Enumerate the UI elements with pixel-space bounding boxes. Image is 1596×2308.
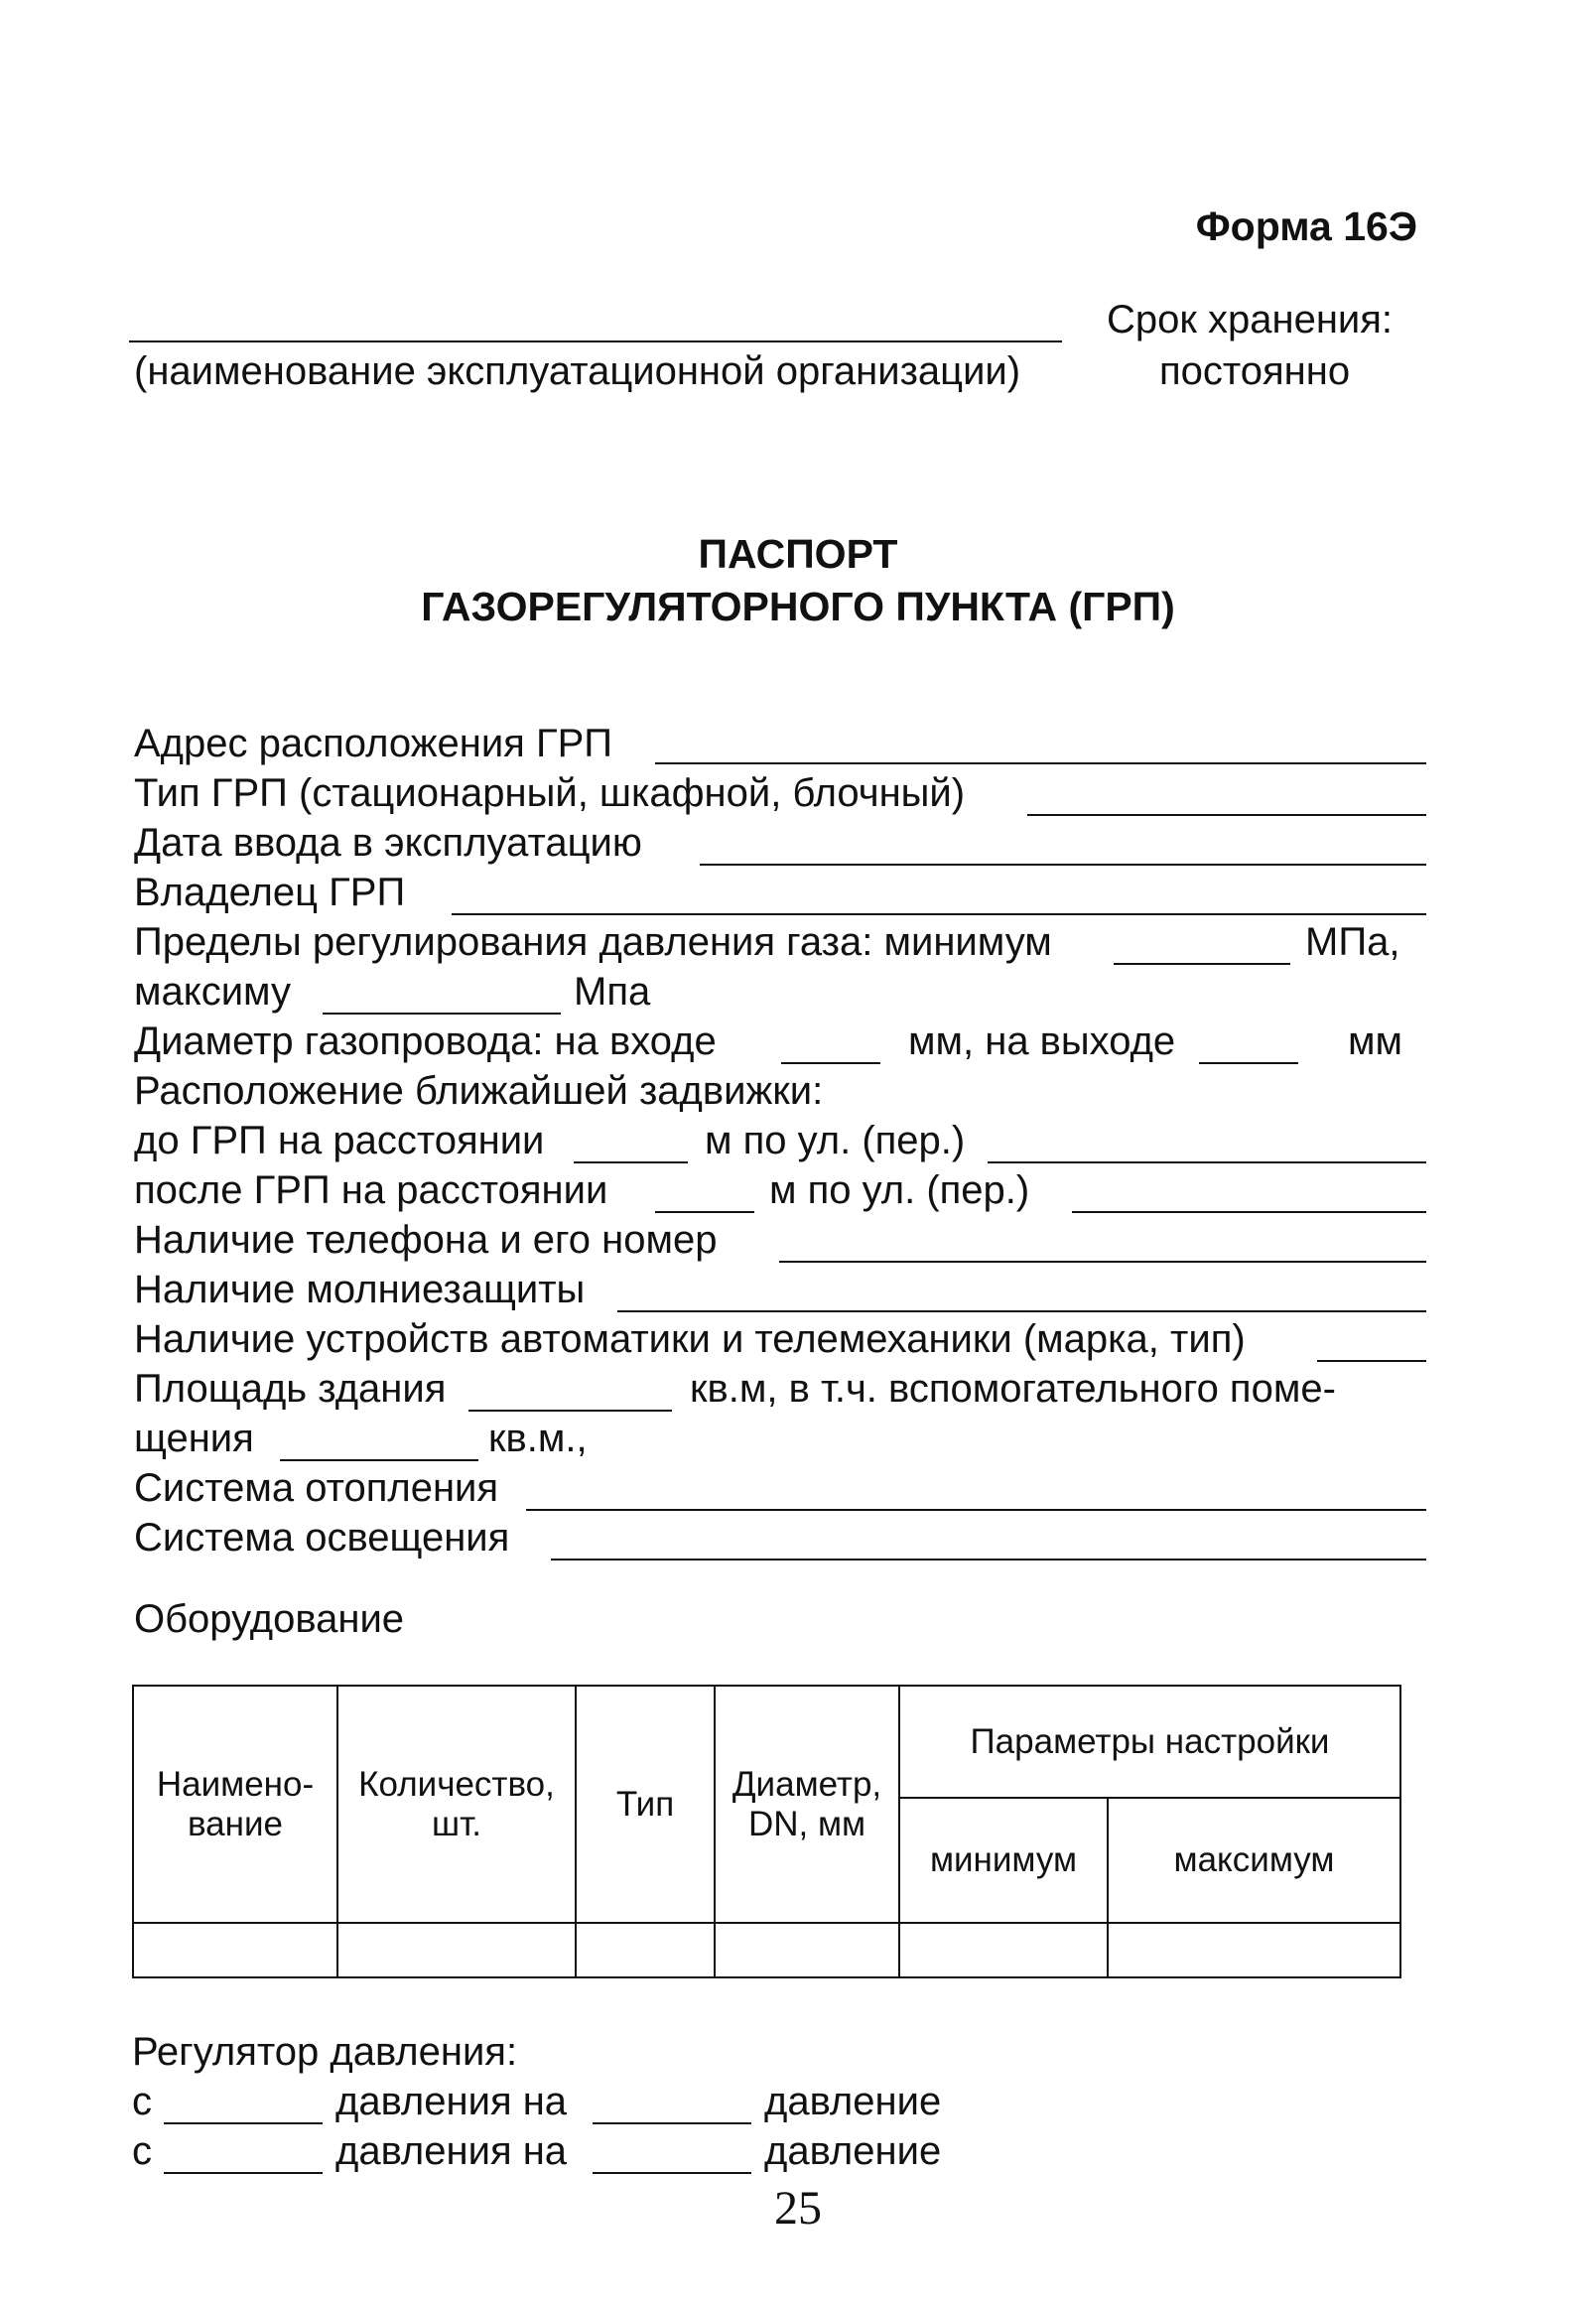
pressure-min-unit: МПа, bbox=[1305, 920, 1400, 964]
area-aux-label-2: щения bbox=[134, 1417, 254, 1460]
equipment-heading: Оборудование bbox=[134, 1597, 405, 1641]
table-cell[interactable] bbox=[1108, 1923, 1400, 1977]
address-label: Адрес расположения ГРП bbox=[134, 722, 613, 765]
valve-before-street-label: м по ул. (пер.) bbox=[705, 1119, 966, 1162]
commission-date-line[interactable] bbox=[700, 864, 1426, 866]
document-title: ПАСПОРТ bbox=[698, 531, 898, 577]
automation-line[interactable] bbox=[1317, 1360, 1426, 1362]
heating-line[interactable] bbox=[526, 1509, 1426, 1511]
phone-line[interactable] bbox=[779, 1261, 1426, 1263]
heating-label: Система отопления bbox=[134, 1466, 499, 1510]
regulator-row2-end: давление bbox=[764, 2129, 942, 2173]
valve-before-distance-line[interactable] bbox=[574, 1161, 688, 1163]
regulator-row1-from-line[interactable] bbox=[164, 2122, 323, 2124]
page-number: 25 bbox=[774, 2182, 822, 2235]
diameter-unit: мм bbox=[1348, 1019, 1402, 1063]
area-aux-line[interactable] bbox=[280, 1459, 478, 1461]
storage-period-value: постоянно bbox=[1159, 349, 1351, 393]
valve-heading: Расположение ближайшей задвижки: bbox=[134, 1069, 824, 1113]
col-header-settings: Параметры настройки bbox=[899, 1686, 1400, 1798]
regulator-row1-prefix: с bbox=[132, 2080, 152, 2123]
pressure-min-label: Пределы регулирования давления газа: минимум bbox=[134, 920, 1052, 964]
pressure-max-unit: Мпа bbox=[574, 970, 651, 1014]
document-subtitle: ГАЗОРЕГУЛЯТОРНОГО ПУНКТА (ГРП) bbox=[421, 584, 1175, 629]
diameter-out-line[interactable] bbox=[1199, 1062, 1298, 1064]
table-cell[interactable] bbox=[899, 1923, 1108, 1977]
diameter-in-label: Диаметр газопровода: на входе bbox=[134, 1019, 717, 1063]
valve-before-street-line[interactable] bbox=[988, 1161, 1426, 1163]
lightning-label: Наличие молниезащиты bbox=[134, 1268, 586, 1311]
regulator-row1-to-line[interactable] bbox=[593, 2122, 751, 2124]
phone-label: Наличие телефона и его номер bbox=[134, 1218, 718, 1262]
pressure-min-line[interactable] bbox=[1114, 963, 1290, 965]
grp-type-line[interactable] bbox=[1027, 814, 1426, 816]
col-header-quantity: Количество, шт. bbox=[337, 1686, 576, 1923]
lighting-label: Система освещения bbox=[134, 1516, 510, 1560]
valve-after-label: после ГРП на расстоянии bbox=[134, 1168, 608, 1212]
organization-caption: (наименование эксплуатационной организации) bbox=[134, 349, 1021, 393]
form-number: Форма 16Э bbox=[1195, 204, 1417, 249]
table-cell[interactable] bbox=[133, 1923, 337, 1977]
equipment-table bbox=[132, 1685, 1401, 1978]
regulator-row2-prefix: с bbox=[132, 2129, 152, 2173]
commission-date-label: Дата ввода в эксплуатацию bbox=[134, 821, 642, 865]
table-cell[interactable] bbox=[715, 1923, 899, 1977]
owner-label: Владелец ГРП bbox=[134, 871, 406, 914]
regulator-row2-mid: давления на bbox=[335, 2129, 568, 2173]
address-line[interactable] bbox=[655, 762, 1426, 764]
storage-period-label: Срок хранения: bbox=[1107, 298, 1394, 341]
col-header-diameter: Диаметр, DN, мм bbox=[715, 1686, 899, 1923]
valve-before-label: до ГРП на расстоянии bbox=[134, 1119, 545, 1162]
valve-after-street-line[interactable] bbox=[1072, 1211, 1426, 1213]
regulator-row2-to-line[interactable] bbox=[593, 2172, 751, 2174]
owner-line[interactable] bbox=[452, 913, 1426, 915]
lightning-line[interactable] bbox=[617, 1310, 1426, 1312]
regulator-heading: Регулятор давления: bbox=[132, 2030, 518, 2074]
lighting-line[interactable] bbox=[551, 1559, 1426, 1561]
grp-type-label: Тип ГРП (стационарный, шкафной, блочный) bbox=[134, 771, 966, 815]
valve-after-distance-line[interactable] bbox=[655, 1211, 754, 1213]
table-row bbox=[133, 1923, 1400, 1977]
area-aux-label: кв.м, в т.ч. вспомогательного поме- bbox=[690, 1367, 1336, 1411]
valve-after-street-label: м по ул. (пер.) bbox=[769, 1168, 1030, 1212]
area-line[interactable] bbox=[468, 1410, 672, 1412]
col-header-min: минимум bbox=[899, 1798, 1108, 1923]
table-cell[interactable] bbox=[337, 1923, 576, 1977]
area-aux-unit: кв.м., bbox=[488, 1417, 588, 1460]
area-label: Площадь здания bbox=[134, 1367, 447, 1411]
diameter-out-label: мм, на выходе bbox=[908, 1019, 1176, 1063]
col-header-type: Тип bbox=[576, 1686, 715, 1923]
regulator-row1-mid: давления на bbox=[335, 2080, 568, 2123]
regulator-row2-from-line[interactable] bbox=[164, 2172, 323, 2174]
organization-name-line[interactable] bbox=[129, 340, 1062, 342]
col-header-name: Наимено- вание bbox=[133, 1686, 337, 1923]
regulator-row1-end: давление bbox=[764, 2080, 942, 2123]
diameter-in-line[interactable] bbox=[781, 1062, 880, 1064]
table-cell[interactable] bbox=[576, 1923, 715, 1977]
automation-label: Наличие устройств автоматики и телемеханики (марка, тип) bbox=[134, 1317, 1246, 1361]
pressure-max-line[interactable] bbox=[323, 1013, 561, 1015]
col-header-max: максимум bbox=[1108, 1798, 1400, 1923]
pressure-max-label: максиму bbox=[134, 970, 291, 1014]
